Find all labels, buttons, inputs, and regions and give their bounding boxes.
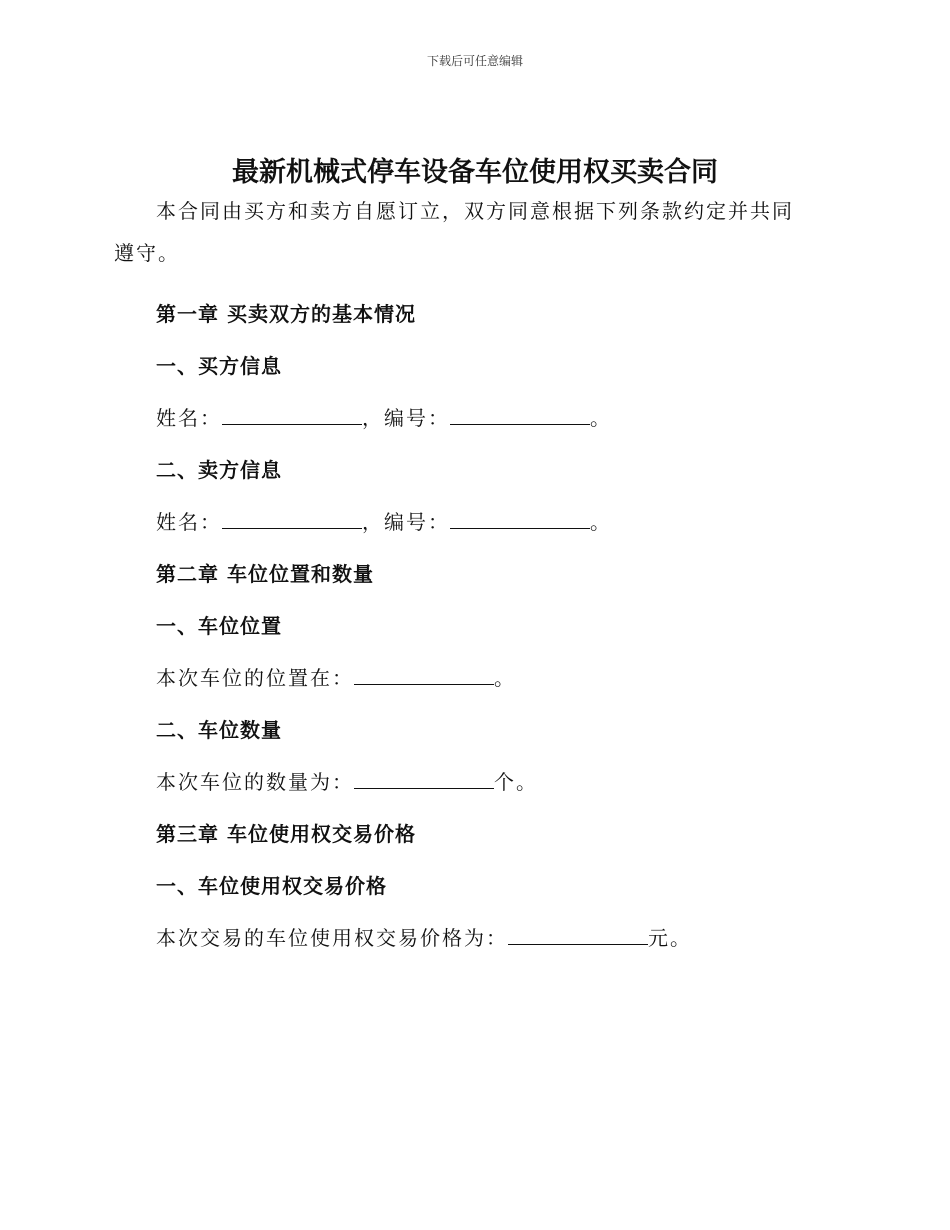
seller-number-blank[interactable] — [450, 512, 590, 529]
price-end: 元。 — [648, 926, 692, 950]
parking-location-end: 。 — [494, 666, 516, 690]
buyer-info-line — [114, 392, 814, 444]
chapter-3-title: 第三章 车位使用权交易价格 — [156, 822, 416, 846]
price-label: 本次交易的车位使用权交易价格为： — [156, 926, 508, 950]
document-body — [114, 190, 814, 964]
price-line — [114, 912, 814, 964]
price-heading: 一、车位使用权交易价格 — [156, 874, 387, 898]
parking-location-blank[interactable] — [354, 668, 494, 685]
chapter-2-title: 第二章 车位位置和数量 — [156, 562, 374, 586]
buyer-name-blank[interactable] — [222, 408, 362, 425]
seller-info-line — [114, 496, 814, 548]
parking-location-heading: 一、车位位置 — [156, 614, 282, 638]
parking-quantity-line — [114, 756, 814, 808]
parking-location-line — [114, 652, 814, 704]
seller-number-label: 编号： — [384, 510, 450, 534]
seller-name-label: 姓名： — [156, 510, 222, 534]
price-blank[interactable] — [508, 928, 648, 945]
parking-quantity-blank[interactable] — [354, 772, 494, 789]
chapter-1-title: 第一章 买卖双方的基本情况 — [156, 302, 416, 326]
parking-quantity-heading: 二、车位数量 — [156, 718, 282, 742]
buyer-name-label: 姓名： — [156, 406, 222, 430]
parking-quantity-label: 本次车位的数量为： — [156, 770, 354, 794]
buyer-number-label: 编号： — [384, 406, 450, 430]
seller-separator: ， — [362, 510, 384, 534]
parking-quantity-end: 个。 — [494, 770, 538, 794]
buyer-separator: ， — [362, 406, 384, 430]
document-title: 最新机械式停车设备车位使用权买卖合同 — [232, 157, 718, 188]
intro-paragraph: 本合同由买方和卖方自愿订立，双方同意根据下列条款约定并共同遵守。 — [114, 199, 794, 265]
page-header-note: 下载后可任意编辑 — [426, 54, 523, 68]
parking-location-label: 本次车位的位置在： — [156, 666, 354, 690]
seller-info-heading: 二、卖方信息 — [156, 458, 282, 482]
buyer-line-end: 。 — [590, 406, 612, 430]
seller-line-end: 。 — [590, 510, 612, 534]
buyer-info-heading: 一、买方信息 — [156, 354, 282, 378]
buyer-number-blank[interactable] — [450, 408, 590, 425]
seller-name-blank[interactable] — [222, 512, 362, 529]
